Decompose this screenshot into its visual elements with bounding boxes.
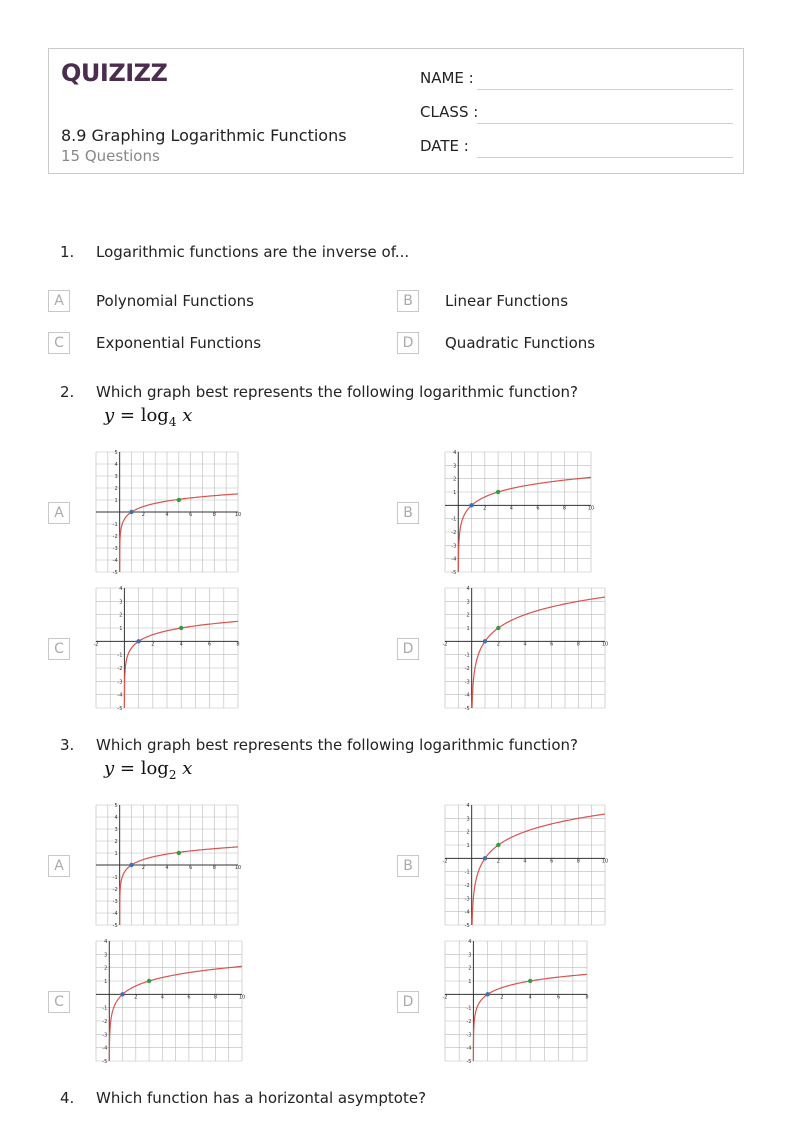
x-tick-label: 8 [576,858,580,865]
y-tick-label: 3 [104,952,108,959]
formula-lhs: y [104,758,115,779]
formula-base: 4 [168,415,177,429]
y-tick-label: -1 [112,875,118,881]
point-base [496,843,500,847]
y-tick-label: -2 [466,1019,472,1025]
point-x-intercept [120,992,124,996]
q3-option-a-graph [96,803,242,929]
x-tick-label: 8 [212,512,216,518]
x-tick-label: 10 [587,505,595,512]
y-tick-label: -1 [451,516,457,523]
x-tick-label: 2 [496,858,500,865]
worksheet-header [48,48,744,174]
point-base [177,851,181,855]
formula-arg: x [176,405,193,426]
y-tick-label: 4 [468,939,472,945]
y-tick-label: -5 [102,1059,108,1065]
x-tick-label: 6 [550,858,554,865]
x-tick-label: 2 [483,505,487,512]
q2-option-c-box[interactable]: C [48,638,70,660]
x-tick-label: 6 [557,994,561,1001]
x-tick-label: 4 [523,641,527,648]
formula-lhs: y [104,405,115,426]
point-x-intercept [469,503,473,507]
question-2-number: 2. [60,383,75,401]
y-tick-label: -3 [464,896,470,903]
formula-arg: x [176,758,193,779]
x-tick-label: 4 [179,641,183,648]
date-field[interactable] [420,137,733,159]
x-tick-label: 4 [165,865,169,871]
formula-base: 2 [168,768,177,782]
question-4-number: 4. [60,1089,75,1107]
point-x-intercept [136,639,140,643]
q1-option-d-box[interactable]: D [397,332,419,354]
q3-option-b-graph [442,803,609,929]
y-tick-label: -1 [464,869,470,876]
y-tick-label: 1 [468,979,472,985]
x-tick-label: 6 [208,641,212,648]
q1-option-a-box[interactable]: A [48,290,70,312]
x-tick-label: 8 [562,505,567,512]
class-line[interactable] [477,123,733,124]
y-tick-label: -5 [112,923,118,929]
x-tick-label: 8 [576,641,580,648]
q1-option-b-text: Linear Functions [445,292,569,310]
y-tick-label: -4 [464,909,470,916]
x-tick-label: 6 [189,865,193,871]
y-tick-label: 3 [114,474,118,480]
x-tick-label: -2 [442,994,448,1001]
question-3-text: Which graph best represents the following logarithmic function? [96,736,578,754]
name-label: NAME : [420,69,474,87]
y-tick-label: 1 [104,979,108,985]
x-tick-label: 2 [500,994,504,1001]
x-tick-label: 10 [234,865,242,871]
q1-option-c-box[interactable]: C [48,332,70,354]
x-tick-label: 6 [187,994,191,1001]
y-tick-label: 1 [466,843,470,849]
name-line[interactable] [477,89,733,90]
x-tick-label: 2 [496,641,500,648]
question-2-text: Which graph best represents the following logarithmic function? [96,383,578,401]
q2-option-a-graph [96,450,242,576]
x-tick-label: -2 [93,641,99,648]
y-tick-label: -3 [464,679,470,686]
y-tick-label: -5 [117,706,123,712]
x-tick-label: 10 [601,641,609,648]
y-tick-label: -1 [466,1005,472,1012]
formula-fn: log [140,405,169,426]
question-1-text: Logarithmic functions are the inverse of... [96,243,410,261]
formula-eq: = [114,405,141,426]
y-tick-label: -3 [112,899,118,905]
x-tick-label: 4 [509,505,513,512]
y-tick-label: -3 [466,1032,472,1039]
worksheet-title: 8.9 Graphing Logarithmic Functions [61,126,347,145]
q3-option-c-graph [96,939,246,1065]
y-tick-label: 1 [466,626,470,632]
x-tick-label: -2 [442,641,448,648]
formula-fn: log [140,758,169,779]
q3-option-d-box[interactable]: D [397,991,419,1013]
y-tick-label: 3 [119,599,123,606]
q2-option-c-graph [93,586,240,712]
y-tick-label: -2 [102,1019,108,1025]
question-2-formula [104,405,193,429]
x-tick-label: 4 [160,994,164,1001]
point-base [179,626,183,630]
y-tick-label: 2 [114,839,118,845]
x-tick-label: 6 [536,505,540,512]
x-tick-label: 10 [601,858,609,865]
question-count: 15 Questions [61,147,160,165]
y-tick-label: -5 [451,570,457,576]
y-tick-label: 4 [453,450,457,456]
x-tick-label: -2 [442,858,448,865]
x-tick-label: 8 [585,994,589,1001]
point-base [496,490,500,494]
y-tick-label: -4 [464,692,470,699]
question-1-number: 1. [60,243,75,261]
y-tick-label: 4 [119,586,123,592]
y-tick-label: -5 [112,570,118,576]
y-tick-label: -2 [112,534,118,540]
point-base [496,626,500,630]
y-tick-label: -2 [112,887,118,893]
y-tick-label: 2 [466,612,470,619]
y-tick-label: -3 [451,543,457,550]
x-tick-label: 2 [141,512,145,518]
x-tick-label: 6 [189,512,193,518]
y-tick-label: 4 [466,586,470,592]
y-tick-label: 5 [114,450,118,456]
formula-eq: = [114,758,141,779]
q2-option-b-graph [445,450,595,576]
q2-option-d-box[interactable]: D [397,638,419,660]
class-label: CLASS : [420,103,479,121]
q3-option-c-box[interactable]: C [48,991,70,1013]
quizizz-logo: QUIZIZZ [61,59,168,87]
q1-option-d-text: Quadratic Functions [445,334,596,352]
x-tick-label: 8 [213,994,218,1001]
x-tick-label: 10 [234,512,242,518]
y-tick-label: 5 [114,803,118,809]
q3-option-b-box[interactable]: B [397,855,419,877]
y-tick-label: -4 [451,556,457,563]
q1-option-c-text: Exponential Functions [96,334,262,352]
point-base [177,498,181,502]
y-tick-label: -1 [464,652,470,659]
q2-option-a-box[interactable]: A [48,502,70,524]
y-tick-label: -5 [464,706,470,712]
y-tick-label: 2 [453,476,457,483]
question-3-formula [104,758,193,782]
y-tick-label: -4 [466,1045,472,1052]
x-tick-label: 2 [151,641,155,648]
y-tick-label: -5 [464,923,470,929]
y-tick-label: 3 [466,599,470,606]
x-tick-label: 10 [238,994,246,1001]
point-base [147,979,151,983]
q3-option-d-graph [442,939,589,1065]
name-field[interactable] [420,69,733,91]
q1-option-a-text: Polynomial Functions [96,292,254,310]
y-tick-label: -4 [112,911,118,917]
y-tick-label: 3 [453,463,457,470]
y-tick-label: 1 [114,851,118,857]
y-tick-label: 3 [468,952,472,959]
x-tick-label: 4 [165,512,169,518]
question-3-number: 3. [60,736,75,754]
q2-option-b-box[interactable]: B [397,502,419,524]
y-tick-label: 1 [114,498,118,504]
x-tick-label: 4 [528,994,532,1001]
point-x-intercept [483,639,487,643]
y-tick-label: 4 [466,803,470,809]
y-tick-label: -2 [117,666,123,672]
q3-option-a-box[interactable]: A [48,855,70,877]
y-tick-label: 4 [114,815,118,821]
q1-option-b-box[interactable]: B [397,290,419,312]
y-tick-label: -2 [464,883,470,889]
y-tick-label: 4 [104,939,108,945]
y-tick-label: 3 [114,827,118,833]
y-tick-label: -3 [117,679,123,686]
y-tick-label: 2 [468,965,472,972]
class-field[interactable] [420,103,733,125]
y-tick-label: -4 [117,692,123,699]
question-4-text: Which function has a horizontal asymptote? [96,1089,427,1107]
y-tick-label: -1 [112,522,118,528]
x-tick-label: 2 [141,865,145,871]
y-tick-label: 1 [119,626,123,632]
date-label: DATE : [420,137,469,155]
x-tick-label: 8 [212,865,216,871]
point-x-intercept [483,856,487,860]
point-x-intercept [485,992,489,996]
point-base [528,979,532,983]
q2-option-d-graph [442,586,609,712]
y-tick-label: -4 [102,1045,108,1052]
x-tick-label: 6 [550,641,554,648]
y-tick-label: -3 [102,1032,108,1039]
y-tick-label: 2 [104,965,108,972]
y-tick-label: -4 [112,558,118,564]
y-tick-label: -5 [466,1059,472,1065]
y-tick-label: -1 [102,1005,108,1012]
y-tick-label: -3 [112,546,118,552]
y-tick-label: 3 [466,816,470,823]
x-tick-label: 4 [523,858,527,865]
y-tick-label: 2 [466,829,470,836]
y-tick-label: 2 [114,486,118,492]
x-tick-label: 8 [236,641,240,648]
y-tick-label: 4 [114,462,118,468]
y-tick-label: -2 [451,530,457,536]
x-tick-label: 2 [134,994,138,1001]
point-x-intercept [129,510,133,514]
date-line[interactable] [477,157,733,158]
y-tick-label: 2 [119,612,123,619]
point-x-intercept [129,863,133,867]
y-tick-label: -2 [464,666,470,672]
y-tick-label: -1 [117,652,123,659]
y-tick-label: 1 [453,490,457,496]
